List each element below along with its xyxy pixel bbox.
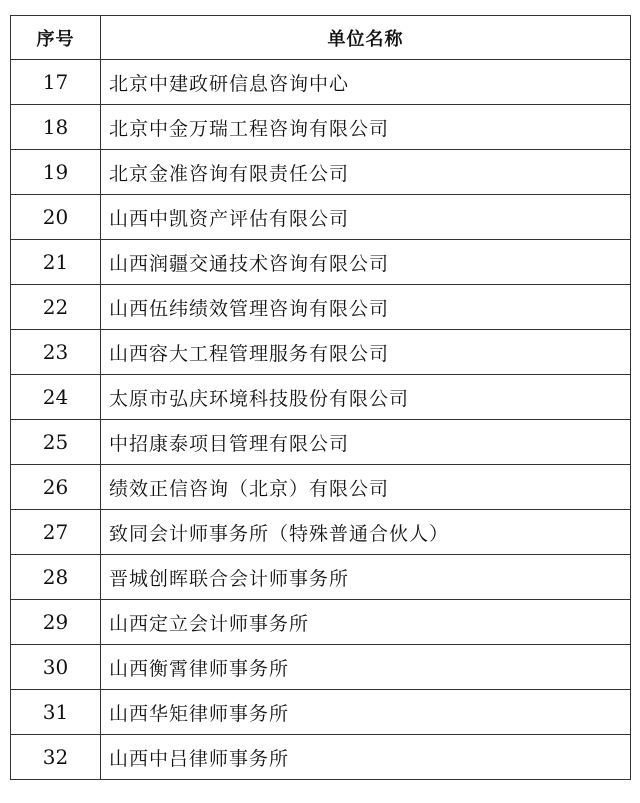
table-row <box>11 690 631 735</box>
row-unit-name: 山西定立会计师事务所 <box>101 600 631 645</box>
row-number: 21 <box>11 240 101 285</box>
row-unit-name: 山西华矩律师事务所 <box>101 690 631 735</box>
row-unit-name: 山西衡霄律师事务所 <box>101 645 631 690</box>
row-unit-name: 山西中吕律师事务所 <box>101 735 631 780</box>
table-header-row <box>11 16 631 60</box>
row-unit-name: 山西润疆交通技术咨询有限公司 <box>101 240 631 285</box>
row-unit-name: 晋城创晖联合会计师事务所 <box>101 555 631 600</box>
table-row <box>11 150 631 195</box>
row-number: 23 <box>11 330 101 375</box>
row-unit-name: 北京中建政研信息咨询中心 <box>101 60 631 105</box>
row-number: 20 <box>11 195 101 240</box>
row-unit-name: 山西容大工程管理服务有限公司 <box>101 330 631 375</box>
table-row <box>11 555 631 600</box>
row-unit-name: 绩效正信咨询（北京）有限公司 <box>101 465 631 510</box>
row-number: 31 <box>11 690 101 735</box>
table-row <box>11 375 631 420</box>
row-number: 22 <box>11 285 101 330</box>
table-row <box>11 465 631 510</box>
row-number: 19 <box>11 150 101 195</box>
row-number: 24 <box>11 375 101 420</box>
row-unit-name: 山西伍纬绩效管理咨询有限公司 <box>101 285 631 330</box>
table-row <box>11 735 631 780</box>
row-number: 27 <box>11 510 101 555</box>
table-row <box>11 645 631 690</box>
header-unit-name: 单位名称 <box>101 16 631 60</box>
table-row <box>11 330 631 375</box>
table-row <box>11 195 631 240</box>
table-row <box>11 240 631 285</box>
row-unit-name: 北京中金万瑞工程咨询有限公司 <box>101 105 631 150</box>
row-number: 30 <box>11 645 101 690</box>
table-row <box>11 600 631 645</box>
row-unit-name: 太原市弘庆环境科技股份有限公司 <box>101 375 631 420</box>
row-unit-name: 致同会计师事务所（特殊普通合伙人） <box>101 510 631 555</box>
table-row <box>11 510 631 555</box>
table-row <box>11 105 631 150</box>
row-unit-name: 山西中凯资产评估有限公司 <box>101 195 631 240</box>
row-number: 25 <box>11 420 101 465</box>
table-row <box>11 420 631 465</box>
row-number: 29 <box>11 600 101 645</box>
row-number: 26 <box>11 465 101 510</box>
table-row <box>11 285 631 330</box>
header-number: 序号 <box>11 16 101 60</box>
row-unit-name: 中招康泰项目管理有限公司 <box>101 420 631 465</box>
row-unit-name: 北京金准咨询有限责任公司 <box>101 150 631 195</box>
row-number: 18 <box>11 105 101 150</box>
row-number: 32 <box>11 735 101 780</box>
row-number: 17 <box>11 60 101 105</box>
table-row <box>11 60 631 105</box>
row-number: 28 <box>11 555 101 600</box>
unit-list-table <box>10 15 631 780</box>
